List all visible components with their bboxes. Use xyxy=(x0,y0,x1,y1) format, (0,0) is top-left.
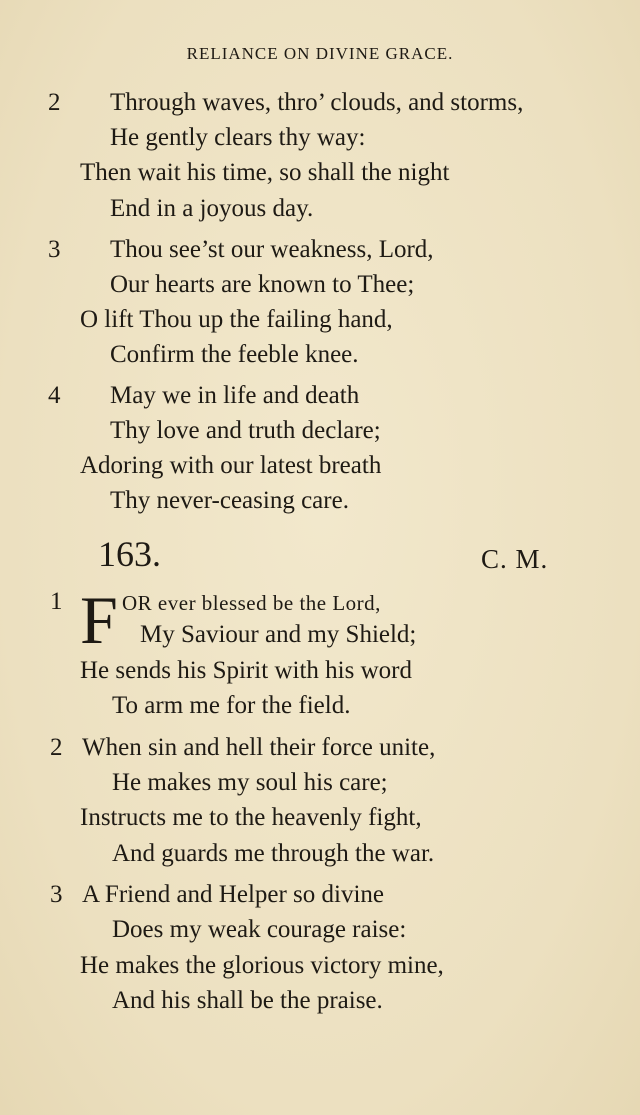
verse-number: 1 xyxy=(50,588,63,615)
verse-number: 2 xyxy=(50,734,63,761)
verse-line: When sin and hell their force unite, xyxy=(82,734,436,761)
verse-number: 2 xyxy=(48,89,61,116)
verse-line: He makes the glorious victory mine, xyxy=(80,952,444,979)
verse-line: O lift Thou up the failing hand, xyxy=(80,306,393,333)
verse-line: A Friend and Helper so divine xyxy=(82,881,385,908)
verse-line: Confirm the feeble knee. xyxy=(110,341,359,368)
verse-line: He gently clears thy way: xyxy=(110,124,366,151)
running-head: RELIANCE ON DIVINE GRACE. xyxy=(186,44,454,63)
verse-number: 3 xyxy=(50,881,63,908)
hymn-meter: C. M. xyxy=(481,544,549,574)
drop-capital: F xyxy=(80,582,118,658)
verse-line: My Saviour and my Shield; xyxy=(140,621,417,648)
hymn-number: 163. xyxy=(98,534,161,574)
verse-line: Thy never-ceasing care. xyxy=(110,487,349,514)
verse-line: He sends his Spirit with his word xyxy=(80,657,412,684)
verse-line: Through waves, thro’ clouds, and storms, xyxy=(110,89,524,116)
verse-line-first: OR ever blessed be the Lord, xyxy=(122,591,381,615)
verse-line: End in a joyous day. xyxy=(110,195,314,222)
verse-line: Thy love and truth declare; xyxy=(110,417,381,444)
verse-line: Then wait his time, so shall the night xyxy=(80,159,450,186)
verse-line: He makes my soul his care; xyxy=(112,769,388,796)
verse-number: 4 xyxy=(48,382,61,409)
verse-line: Does my weak courage raise: xyxy=(112,916,407,943)
verse-number: 3 xyxy=(48,236,61,263)
verse-line: Adoring with our latest breath xyxy=(80,452,382,479)
verse-line: To arm me for the field. xyxy=(112,692,351,719)
verse-line: May we in life and death xyxy=(110,382,360,409)
verse-line: Our hearts are known to Thee; xyxy=(110,271,415,298)
verse-line: And his shall be the praise. xyxy=(112,987,383,1014)
verse-line: Thou see’st our weakness, Lord, xyxy=(110,236,434,263)
verse-line: And guards me through the war. xyxy=(112,840,435,867)
verse-line: Instructs me to the heavenly fight, xyxy=(80,804,422,831)
